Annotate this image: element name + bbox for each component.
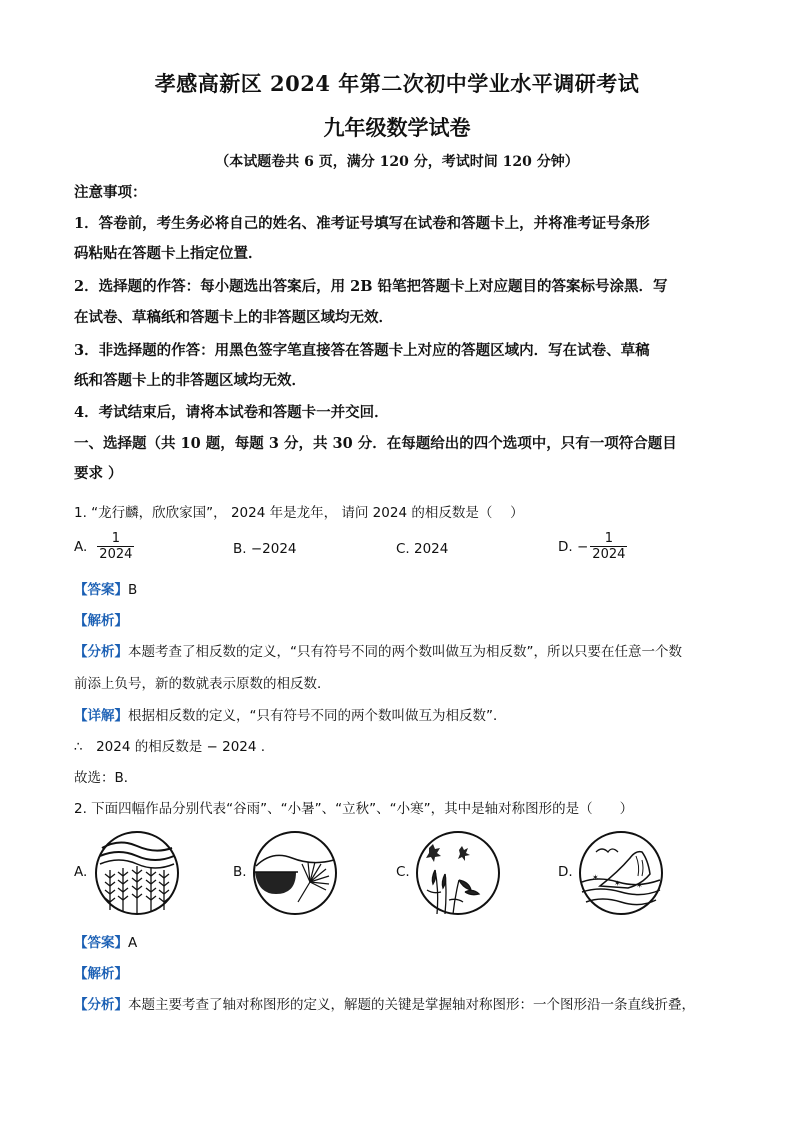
analysis-tag: 【解析】 — [74, 966, 128, 982]
q2-option-d-label: D. — [558, 864, 573, 880]
answer-tag: 【答案】 — [74, 935, 128, 951]
q1-option-a — [74, 531, 134, 562]
notice-item: 在试卷、草稿纸和答题卡上的非答题区域均无效． — [74, 309, 393, 326]
q1-option-b: B. −2024 — [233, 541, 297, 557]
q2-option-c-label: C. — [396, 864, 410, 880]
option-label: A. — [74, 538, 88, 555]
fraction — [590, 531, 627, 562]
fenxi-text: 本题考查了相反数的定义，“只有符号不同的两个数叫做互为相反数”，所以只要在任意一个数 — [128, 644, 682, 660]
notice-item: 4．考试结束后，请将本试卷和答题卡一并交回． — [74, 404, 389, 421]
q1-xiangjie — [74, 704, 507, 724]
answer-value: B — [128, 582, 138, 598]
q2-answer — [74, 931, 137, 951]
q2-option-a-label: A. — [74, 864, 88, 880]
notice-item: 1．答卷前，考生务必将自己的姓名、准考证号填写在试卷和答题卡上，并将准考证号条形 — [74, 215, 650, 232]
svg-text:✶: ✶ — [592, 873, 599, 882]
q1-option-c: C. 2024 — [396, 541, 449, 557]
q2-option-c-image — [415, 830, 501, 916]
q1-choose: 故选：B． — [74, 770, 138, 786]
q1-option-d — [558, 531, 627, 562]
denominator: 2024 — [592, 547, 626, 562]
q1-fenxi-line2: 前添上负号，新的数就表示原数的相反数． — [74, 676, 331, 692]
fraction — [97, 531, 134, 562]
notice-item: 3．非选择题的作答：用黑色签字笔直接答在答题卡上对应的答题区域内．写在试卷、草稿 — [74, 342, 650, 359]
numerator: 1 — [604, 531, 613, 546]
q2-option-a-image — [94, 830, 180, 916]
answer-tag: 【答案】 — [74, 582, 128, 598]
question-1-stem: 1. “龙行麟，欣欣家国”， 2024 年是龙年， 请问 2024 的相反数是（ ） — [74, 505, 524, 521]
exam-note: （本试题卷共 6 页，满分 120 分，考试时间 120 分钟） — [215, 154, 579, 170]
fenxi-tag: 【分析】 — [74, 644, 128, 660]
question-2-stem: 2. 下面四幅作品分别代表“谷雨”、“小暑”、“立秋”、“小寒”，其中是轴对称图形的是（ ） — [74, 801, 634, 817]
xiangjie-tag: 【详解】 — [74, 708, 128, 724]
notice-item: 纸和答题卡上的非答题区域均无效． — [74, 372, 306, 389]
q1-answer — [74, 578, 137, 598]
svg-text:✶: ✶ — [636, 881, 643, 890]
xiangjie-text: 根据相反数的定义，“只有符号不同的两个数叫做互为相反数”． — [128, 708, 507, 724]
answer-value: A — [128, 935, 138, 951]
exam-subtitle: 九年级数学试卷 — [323, 115, 471, 140]
notice-item: 2．选择题的作答：每小题选出答案后，用 2B 铅笔把答题卡上对应题目的答案标号涂黑．写 — [74, 278, 668, 295]
q1-analysis-tag — [74, 609, 128, 629]
q2-analysis-tag — [74, 962, 128, 982]
option-label: D. − — [558, 538, 589, 555]
section-heading-cont: 要求 ） — [74, 465, 123, 482]
q1-fenxi-line1 — [74, 640, 682, 660]
fenxi-text: 本题主要考查了轴对称图形的定义，解题的关键是掌握轴对称图形：一个图形沿一条直线折叠， — [128, 997, 695, 1013]
analysis-tag: 【解析】 — [74, 613, 128, 629]
denominator: 2024 — [99, 547, 133, 562]
svg-text:✶: ✶ — [614, 879, 621, 888]
exam-title: 孝感高新区 2024 年第二次初中学业水平调研考试 — [154, 71, 640, 96]
q1-therefore: ∴ 2024 的相反数是 − 2024 . — [74, 739, 266, 755]
q2-option-d-image — [578, 830, 664, 916]
numerator: 1 — [111, 531, 120, 546]
section-heading: 一、选择题（共 10 题，每题 3 分，共 30 分．在每题给出的四个选项中，只有一项符合题目 — [74, 435, 677, 452]
q2-option-b-label: B. — [233, 864, 247, 880]
notice-item: 码粘贴在答题卡上指定位置． — [74, 245, 263, 262]
q2-fenxi — [74, 993, 695, 1013]
fenxi-tag: 【分析】 — [74, 997, 128, 1013]
q2-option-b-image — [252, 830, 338, 916]
notice-heading: 注意事项： — [74, 184, 147, 201]
